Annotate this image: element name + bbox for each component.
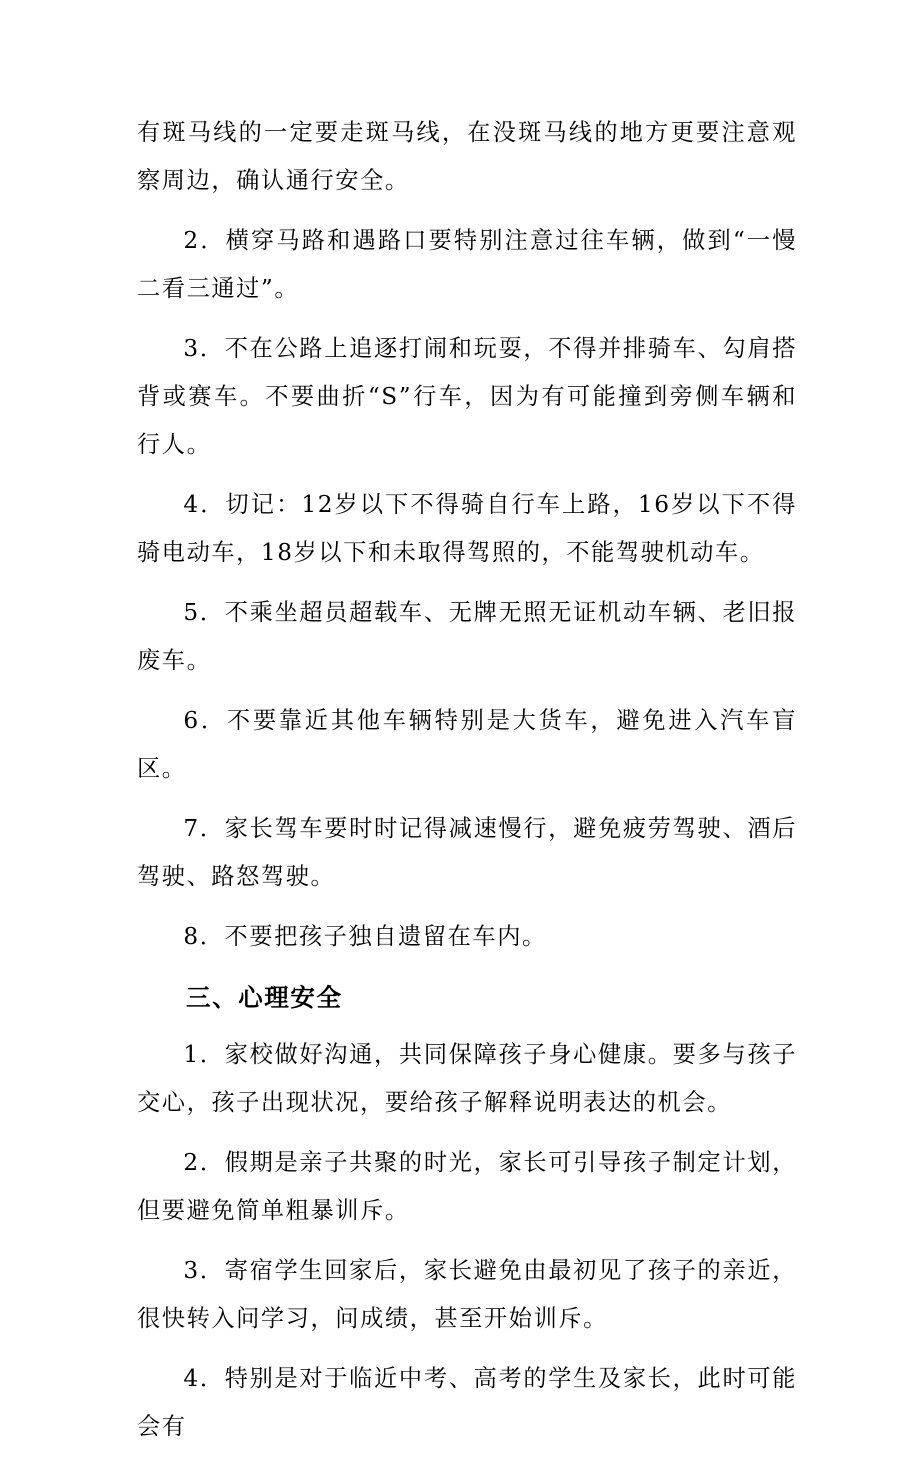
paragraph-traffic-4: 4．切记：12岁以下不得骑自行车上路，16岁以下不得骑电动车，18岁以下和未取得驾照的，不能驾驶机动车。 <box>137 491 797 566</box>
paragraph-psych-2: 2．假期是亲子共聚的时光，家长可引导孩子制定计划，但要避免简单粗暴训斥。 <box>137 1149 797 1224</box>
document-body <box>137 109 797 1463</box>
paragraph-traffic-5: 5．不乘坐超员超载车、无牌无照无证机动车辆、老旧报废车。 <box>137 599 797 674</box>
paragraph-crosswalk-continued: 有斑马线的一定要走斑马线，在没斑马线的地方更要注意观察周边，确认通行安全。 <box>137 119 797 194</box>
section-heading-psychological-safety: 三、心理安全 <box>186 983 343 1012</box>
paragraph-traffic-8: 8．不要把孩子独自遗留在车内。 <box>183 923 547 950</box>
paragraph-traffic-2: 2．横穿马路和遇路口要特别注意过往车辆，做到“一慢二看三通过”。 <box>137 227 797 302</box>
paragraph-traffic-7: 7．家长驾车要时时记得减速慢行，避免疲劳驾驶、酒后驾驶、路怒驾驶。 <box>137 815 797 890</box>
paragraph-psych-4: 4．特别是对于临近中考、高考的学生及家长，此时可能会有 <box>137 1365 797 1440</box>
paragraph-psych-1: 1．家校做好沟通，共同保障孩子身心健康。要多与孩子交心，孩子出现状况，要给孩子解释说明表达的机会。 <box>137 1041 797 1116</box>
paragraph-psych-3: 3．寄宿学生回家后，家长避免由最初见了孩子的亲近，很快转入问学习，问成绩，甚至开始训斥。 <box>137 1257 797 1332</box>
paragraph-traffic-6: 6．不要靠近其他车辆特别是大货车，避免进入汽车盲区。 <box>137 707 797 782</box>
paragraph-traffic-3: 3．不在公路上追逐打闹和玩耍，不得并排骑车、勾肩搭背或赛车。不要曲折“S”行车，因为有可能撞到旁侧车辆和行人。 <box>137 335 797 458</box>
